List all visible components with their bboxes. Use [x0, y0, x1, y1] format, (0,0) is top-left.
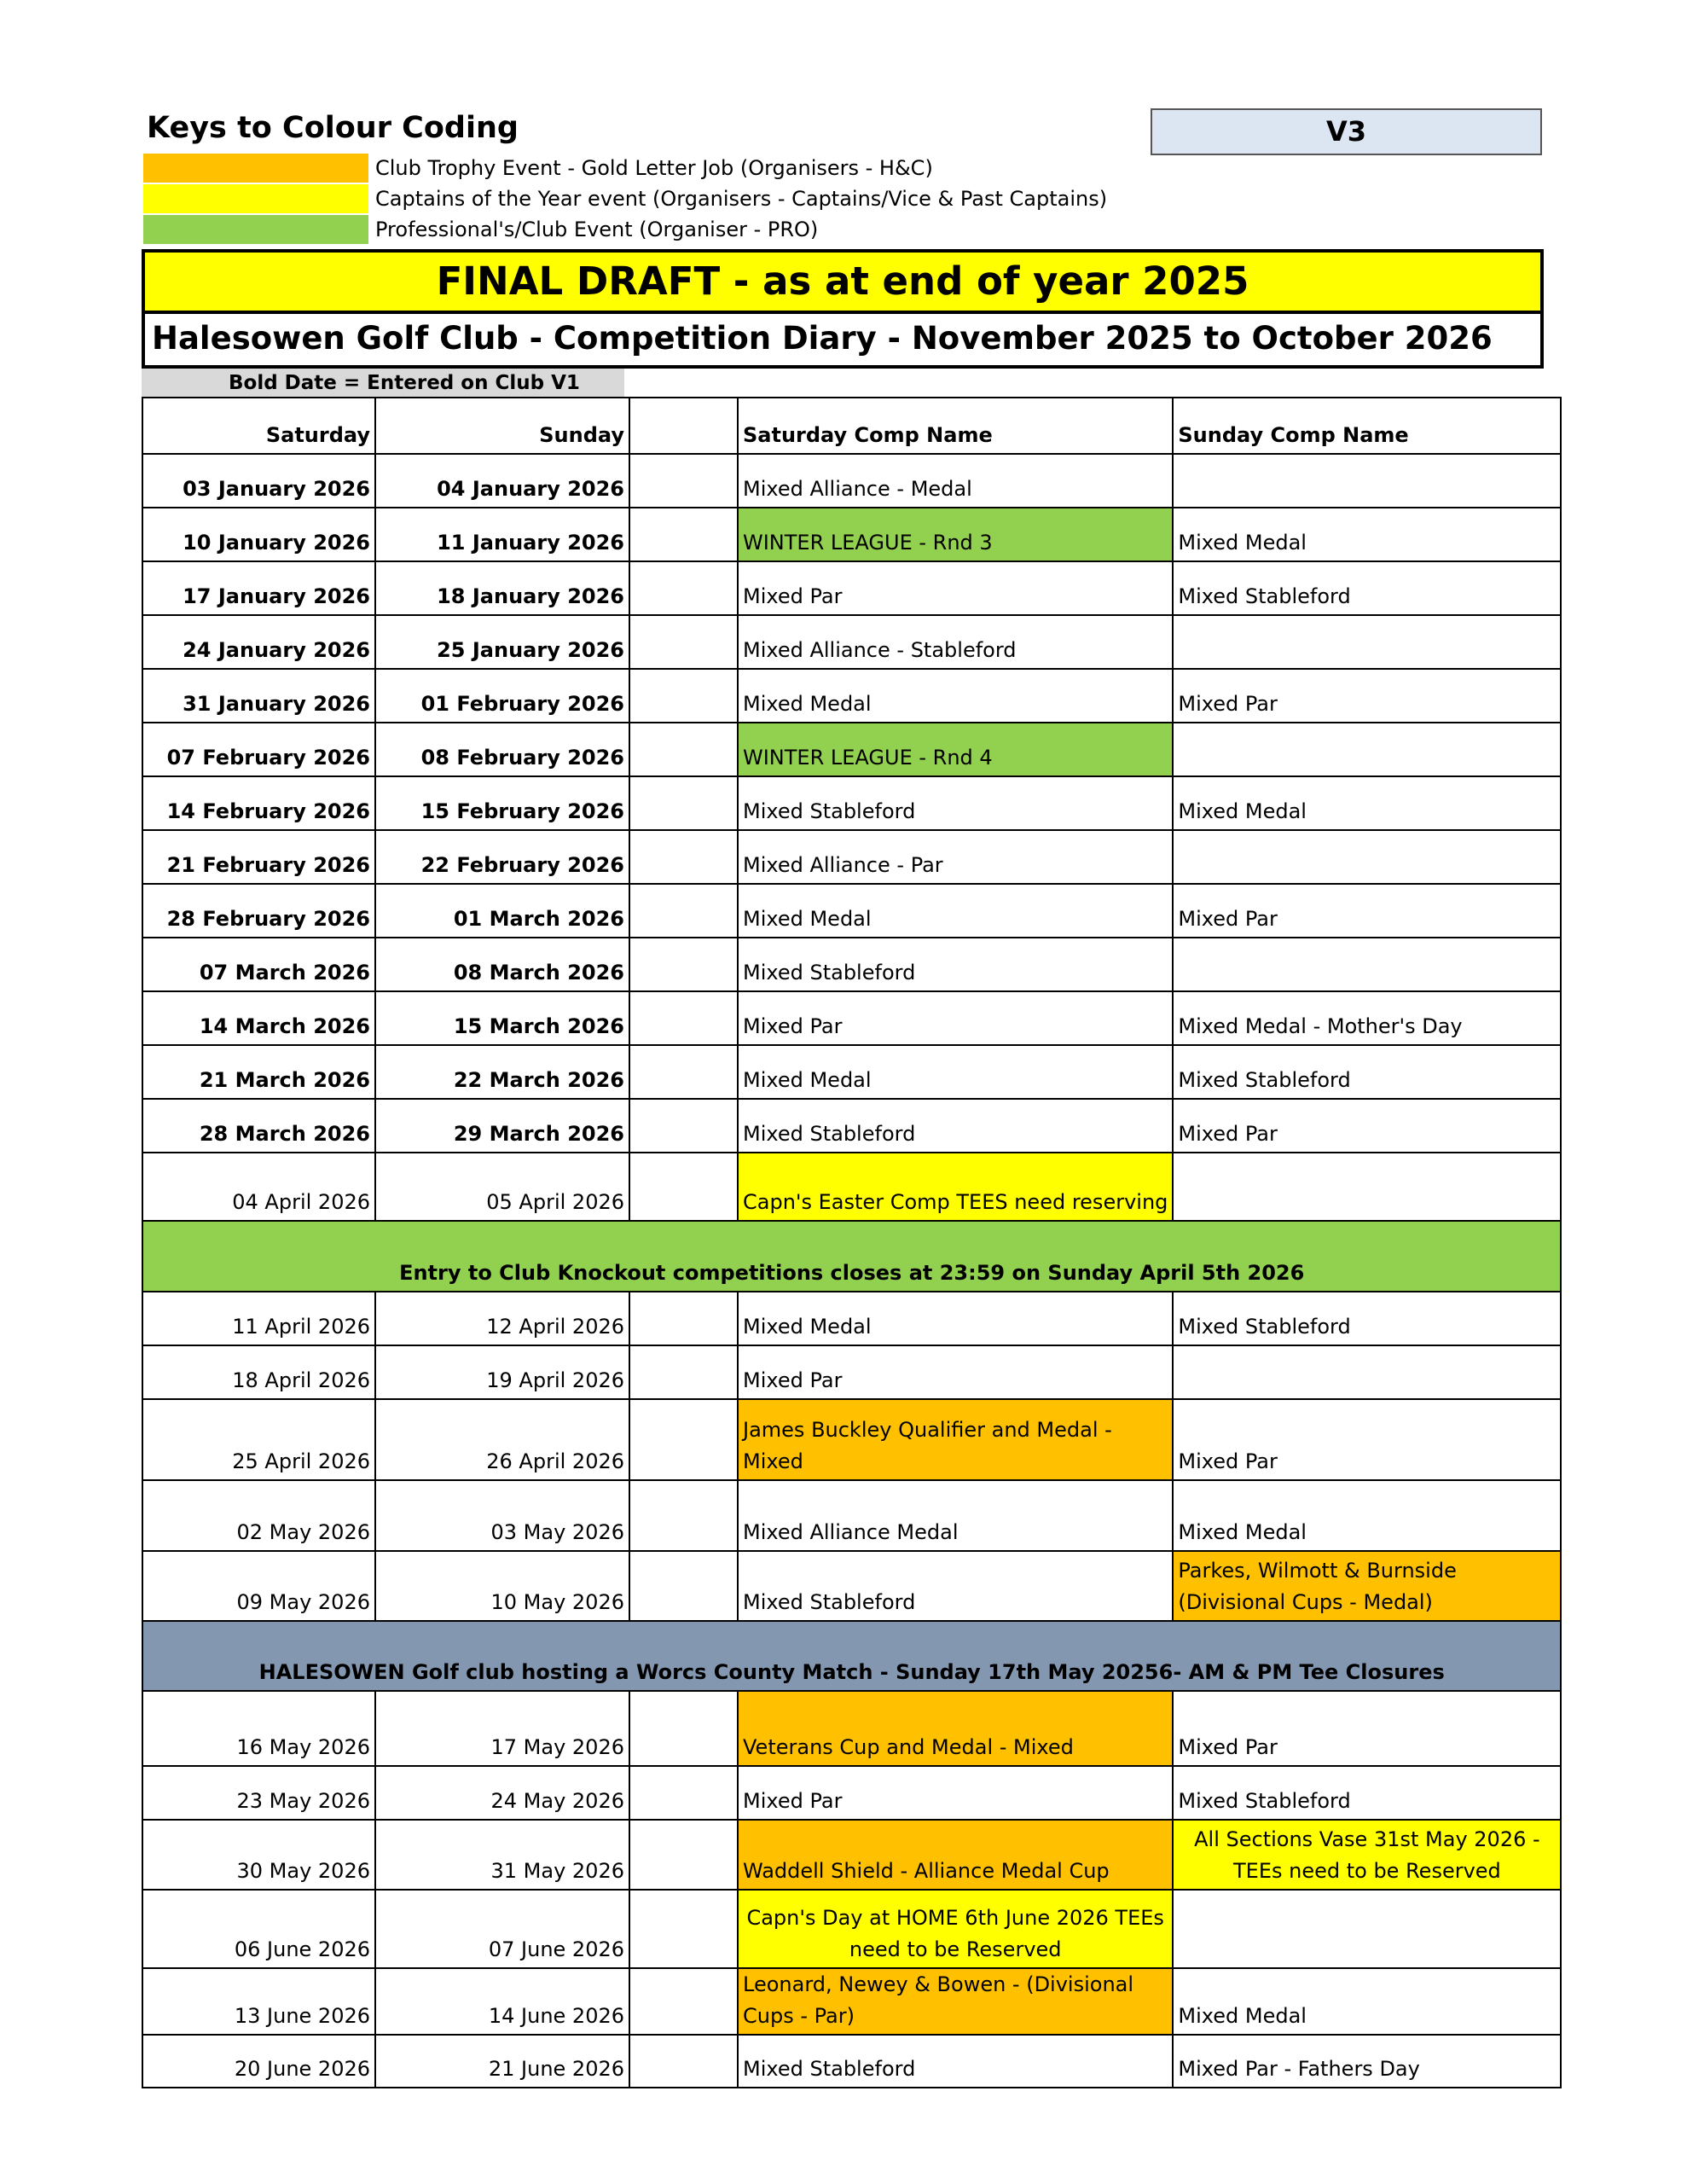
- sunday-date: 08 March 2026: [375, 938, 629, 991]
- sunday-comp: [1173, 1153, 1561, 1221]
- saturday-date: 04 April 2026: [142, 1153, 375, 1221]
- table-row: [142, 2035, 1561, 2088]
- sunday-date: 26 April 2026: [375, 1399, 629, 1480]
- saturday-date: 10 January 2026: [142, 508, 375, 561]
- saturday-comp: Mixed Par: [738, 1766, 1173, 1820]
- blank-cell: [629, 1691, 738, 1766]
- sunday-date: 08 February 2026: [375, 723, 629, 776]
- sunday-date: 29 March 2026: [375, 1099, 629, 1153]
- saturday-comp: Mixed Stableford: [738, 776, 1173, 830]
- blank-cell: [629, 2035, 738, 2088]
- competition-diary-table: [142, 397, 1562, 2088]
- table-row: [142, 1968, 1561, 2035]
- table-row: [142, 776, 1561, 830]
- keys-title: Keys to Colour Coding: [147, 111, 519, 145]
- sunday-comp: Mixed Medal: [1173, 776, 1561, 830]
- sunday-comp: [1173, 1345, 1561, 1399]
- sunday-date: 05 April 2026: [375, 1153, 629, 1221]
- sunday-comp: Mixed Par: [1173, 1399, 1561, 1480]
- table-row: [142, 669, 1561, 723]
- saturday-comp: Mixed Stableford: [738, 938, 1173, 991]
- version-label: V3: [1151, 108, 1542, 155]
- saturday-date: 07 February 2026: [142, 723, 375, 776]
- bold-date-note: Bold Date = Entered on Club V1: [142, 369, 624, 398]
- saturday-date: 03 January 2026: [142, 454, 375, 508]
- table-header-row: [142, 398, 1561, 454]
- header-saturday: Saturday: [142, 398, 375, 454]
- saturday-comp: James Buckley Qualifier and Medal - Mixed: [738, 1399, 1173, 1480]
- sunday-date: 01 February 2026: [375, 669, 629, 723]
- blank-cell: [629, 1345, 738, 1399]
- table-row: [142, 561, 1561, 615]
- saturday-date: 17 January 2026: [142, 561, 375, 615]
- saturday-comp: Mixed Stableford: [738, 1551, 1173, 1621]
- sunday-comp: Mixed Par - Fathers Day: [1173, 2035, 1561, 2088]
- saturday-comp: WINTER LEAGUE - Rnd 3: [738, 508, 1173, 561]
- key-swatch-yellow: [143, 184, 368, 213]
- sunday-date: 03 May 2026: [375, 1480, 629, 1551]
- blank-cell: [629, 938, 738, 991]
- blank-cell: [629, 508, 738, 561]
- sunday-date: 15 March 2026: [375, 991, 629, 1045]
- header-sunday-comp: Sunday Comp Name: [1173, 398, 1561, 454]
- table-row: [142, 1345, 1561, 1399]
- knockout-entry-notice: Entry to Club Knockout competitions closes at 23:59 on Sunday April 5th 2026: [142, 1221, 1561, 1292]
- table-row: [142, 1890, 1561, 1968]
- key-label-captains: Captains of the Year event (Organisers - Captains/Vice & Past Captains): [375, 187, 1108, 211]
- saturday-date: 30 May 2026: [142, 1820, 375, 1890]
- blank-cell: [629, 615, 738, 669]
- saturday-date: 14 February 2026: [142, 776, 375, 830]
- saturday-date: 18 April 2026: [142, 1345, 375, 1399]
- blank-cell: [629, 1153, 738, 1221]
- blank-cell: [629, 991, 738, 1045]
- notice-row: [142, 1621, 1561, 1691]
- saturday-comp: Capn's Easter Comp TEES need reserving: [738, 1153, 1173, 1221]
- blank-cell: [629, 454, 738, 508]
- blank-cell: [629, 884, 738, 938]
- sunday-comp: [1173, 830, 1561, 884]
- page-title: Halesowen Golf Club - Competition Diary - November 2025 to October 2026: [142, 314, 1544, 369]
- sunday-date: 21 June 2026: [375, 2035, 629, 2088]
- saturday-date: 09 May 2026: [142, 1551, 375, 1621]
- sunday-date: 22 February 2026: [375, 830, 629, 884]
- sunday-comp: [1173, 723, 1561, 776]
- blank-cell: [629, 1399, 738, 1480]
- saturday-date: 25 April 2026: [142, 1399, 375, 1480]
- sunday-date: 22 March 2026: [375, 1045, 629, 1099]
- sunday-date: 19 April 2026: [375, 1345, 629, 1399]
- saturday-date: 21 March 2026: [142, 1045, 375, 1099]
- saturday-comp: Mixed Alliance Medal: [738, 1480, 1173, 1551]
- saturday-date: 24 January 2026: [142, 615, 375, 669]
- sunday-comp: Mixed Medal: [1173, 1480, 1561, 1551]
- blank-cell: [629, 1551, 738, 1621]
- sunday-date: 10 May 2026: [375, 1551, 629, 1621]
- saturday-date: 31 January 2026: [142, 669, 375, 723]
- key-label-professional: Professional's/Club Event (Organiser - PRO): [375, 218, 819, 241]
- sunday-date: 15 February 2026: [375, 776, 629, 830]
- saturday-comp: Mixed Alliance - Par: [738, 830, 1173, 884]
- table-row: [142, 938, 1561, 991]
- sunday-date: 07 June 2026: [375, 1890, 629, 1968]
- table-row: [142, 991, 1561, 1045]
- sunday-date: 25 January 2026: [375, 615, 629, 669]
- notice-row: [142, 1221, 1561, 1292]
- saturday-comp: Mixed Par: [738, 1345, 1173, 1399]
- blank-cell: [629, 1968, 738, 2035]
- blank-cell: [629, 398, 738, 454]
- saturday-comp: Mixed Stableford: [738, 1099, 1173, 1153]
- key-swatch-green: [143, 215, 368, 244]
- sunday-date: 14 June 2026: [375, 1968, 629, 2035]
- saturday-date: 13 June 2026: [142, 1968, 375, 2035]
- blank-cell: [629, 1890, 738, 1968]
- table-row: [142, 1399, 1561, 1480]
- saturday-comp: Veterans Cup and Medal - Mixed: [738, 1691, 1173, 1766]
- saturday-date: 14 March 2026: [142, 991, 375, 1045]
- header-saturday-comp: Saturday Comp Name: [738, 398, 1173, 454]
- table-row: [142, 723, 1561, 776]
- blank-cell: [629, 1766, 738, 1820]
- final-draft-banner: FINAL DRAFT - as at end of year 2025: [142, 249, 1544, 314]
- sunday-comp: [1173, 938, 1561, 991]
- saturday-date: 11 April 2026: [142, 1292, 375, 1345]
- sunday-date: 24 May 2026: [375, 1766, 629, 1820]
- blank-cell: [629, 669, 738, 723]
- key-swatch-orange: [143, 154, 368, 183]
- sunday-comp: Mixed Stableford: [1173, 1045, 1561, 1099]
- table-row: [142, 884, 1561, 938]
- header-sunday: Sunday: [375, 398, 629, 454]
- saturday-date: 28 February 2026: [142, 884, 375, 938]
- saturday-date: 21 February 2026: [142, 830, 375, 884]
- saturday-comp: Mixed Stableford: [738, 2035, 1173, 2088]
- sunday-comp: [1173, 454, 1561, 508]
- sunday-comp: Mixed Medal - Mother's Day: [1173, 991, 1561, 1045]
- sunday-date: 18 January 2026: [375, 561, 629, 615]
- blank-cell: [629, 561, 738, 615]
- saturday-date: 28 March 2026: [142, 1099, 375, 1153]
- sunday-date: 12 April 2026: [375, 1292, 629, 1345]
- table-row: [142, 1551, 1561, 1621]
- table-row: [142, 1691, 1561, 1766]
- sunday-comp: Mixed Par: [1173, 1099, 1561, 1153]
- table-row: [142, 1292, 1561, 1345]
- blank-cell: [629, 1820, 738, 1890]
- key-label-club-trophy: Club Trophy Event - Gold Letter Job (Organisers - H&C): [375, 156, 933, 180]
- sunday-comp: Parkes, Wilmott & Burnside (Divisional Cups - Medal): [1173, 1551, 1561, 1621]
- blank-cell: [629, 1480, 738, 1551]
- sunday-date: 17 May 2026: [375, 1691, 629, 1766]
- sunday-comp: Mixed Stableford: [1173, 561, 1561, 615]
- saturday-date: 23 May 2026: [142, 1766, 375, 1820]
- sunday-date: 11 January 2026: [375, 508, 629, 561]
- saturday-comp: Mixed Medal: [738, 669, 1173, 723]
- sunday-comp: Mixed Par: [1173, 884, 1561, 938]
- sunday-comp: Mixed Par: [1173, 669, 1561, 723]
- blank-cell: [629, 1099, 738, 1153]
- table-row: [142, 1480, 1561, 1551]
- saturday-comp: Mixed Medal: [738, 1045, 1173, 1099]
- sunday-date: 31 May 2026: [375, 1820, 629, 1890]
- table-row: [142, 508, 1561, 561]
- saturday-comp: Capn's Day at HOME 6th June 2026 TEEs need to be Reserved: [738, 1890, 1173, 1968]
- saturday-comp: WINTER LEAGUE - Rnd 4: [738, 723, 1173, 776]
- sunday-comp: [1173, 615, 1561, 669]
- blank-cell: [629, 830, 738, 884]
- table-row: [142, 1153, 1561, 1221]
- sunday-date: 01 March 2026: [375, 884, 629, 938]
- saturday-comp: Mixed Medal: [738, 1292, 1173, 1345]
- sunday-comp: [1173, 1890, 1561, 1968]
- saturday-comp: Leonard, Newey & Bowen - (Divisional Cups - Par): [738, 1968, 1173, 2035]
- table-row: [142, 1820, 1561, 1890]
- saturday-date: 02 May 2026: [142, 1480, 375, 1551]
- sunday-comp: Mixed Medal: [1173, 508, 1561, 561]
- table-row: [142, 615, 1561, 669]
- blank-cell: [629, 1292, 738, 1345]
- sunday-date: 04 January 2026: [375, 454, 629, 508]
- saturday-date: 07 March 2026: [142, 938, 375, 991]
- table-row: [142, 454, 1561, 508]
- table-row: [142, 1045, 1561, 1099]
- saturday-date: 16 May 2026: [142, 1691, 375, 1766]
- saturday-comp: Mixed Alliance - Stableford: [738, 615, 1173, 669]
- table-row: [142, 1766, 1561, 1820]
- saturday-comp: Mixed Medal: [738, 884, 1173, 938]
- sunday-comp: All Sections Vase 31st May 2026 - TEEs need to be Reserved: [1173, 1820, 1561, 1890]
- blank-cell: [629, 1045, 738, 1099]
- saturday-comp: Mixed Par: [738, 561, 1173, 615]
- sunday-comp: Mixed Stableford: [1173, 1292, 1561, 1345]
- blank-cell: [629, 776, 738, 830]
- saturday-date: 06 June 2026: [142, 1890, 375, 1968]
- sunday-comp: Mixed Par: [1173, 1691, 1561, 1766]
- sunday-comp: Mixed Medal: [1173, 1968, 1561, 2035]
- county-match-notice: HALESOWEN Golf club hosting a Worcs County Match - Sunday 17th May 20256- AM & PM Tee Closures: [142, 1621, 1561, 1691]
- sunday-comp: Mixed Stableford: [1173, 1766, 1561, 1820]
- saturday-comp: Waddell Shield - Alliance Medal Cup: [738, 1820, 1173, 1890]
- table-row: [142, 1099, 1561, 1153]
- saturday-comp: Mixed Par: [738, 991, 1173, 1045]
- blank-cell: [629, 723, 738, 776]
- table-row: [142, 830, 1561, 884]
- saturday-date: 20 June 2026: [142, 2035, 375, 2088]
- saturday-comp: Mixed Alliance - Medal: [738, 454, 1173, 508]
